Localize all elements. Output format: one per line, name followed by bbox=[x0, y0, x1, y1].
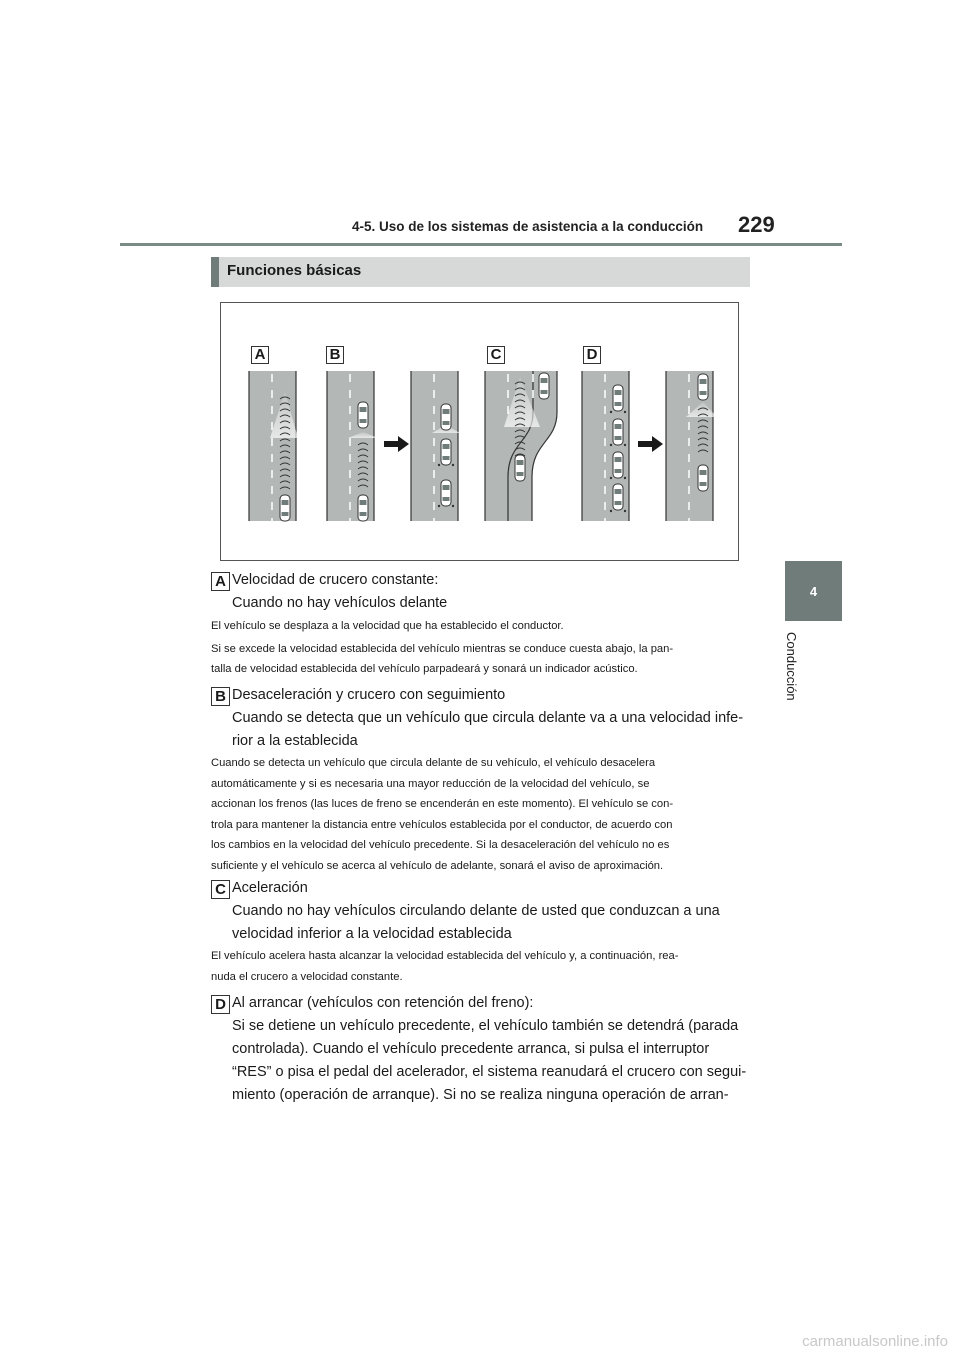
chapter-title bbox=[780, 630, 800, 710]
figure-label-c: C bbox=[487, 346, 505, 364]
watermark: carmanualsonline.info bbox=[802, 1333, 948, 1350]
figure-label-d: D bbox=[583, 346, 601, 364]
section-accent bbox=[211, 257, 219, 287]
item-b-marker: B bbox=[211, 687, 230, 706]
header-rule bbox=[120, 243, 842, 246]
body-line: Si se excede la velocidad establecida del vehículo mientras se conduce cuesta abajo, la pan- bbox=[211, 642, 674, 655]
arrow-b bbox=[384, 436, 409, 452]
item-a-marker: A bbox=[211, 572, 230, 591]
item-a-heading bbox=[232, 569, 747, 615]
section-bar bbox=[211, 257, 750, 287]
item-a-heading-line: Cuando no hay vehículos delante bbox=[232, 595, 448, 611]
body-line: automáticamente y si es necesaria una mayor reducción de la velocidad del vehículo, se bbox=[211, 777, 650, 790]
item-c-body bbox=[211, 946, 749, 987]
item-b-body bbox=[211, 753, 749, 876]
item-d-heading-line: controlada). Cuando el vehículo precedente arranca, si pulsa el interruptor bbox=[232, 1041, 710, 1057]
body-line: los cambios en la velocidad del vehículo precedente. Si la desaceleración del vehículo no es bbox=[211, 839, 670, 851]
item-d-marker: D bbox=[211, 995, 230, 1014]
road-b2 bbox=[411, 371, 460, 521]
item-b-heading-line: Desaceleración y crucero con seguimiento bbox=[232, 687, 506, 703]
item-c-heading-line: velocidad inferior a la velocidad establecida bbox=[232, 926, 512, 942]
item-d-heading-line: miento (operación de arranque). Si no se realiza ninguna operación de arran- bbox=[232, 1087, 729, 1103]
page-number: 229 bbox=[738, 212, 775, 237]
body-line: accionan los frenos (las luces de freno se encenderán en este momento). El vehículo se con- bbox=[211, 798, 674, 810]
item-d-heading-line: “RES” o pisa el pedal del acelerador, el sistema reanudará el crucero con segui- bbox=[232, 1064, 747, 1080]
body-line: El vehículo se desplaza a la velocidad que ha establecido el conductor. bbox=[211, 620, 564, 632]
figure-frame bbox=[220, 302, 739, 561]
item-c-heading bbox=[232, 877, 747, 946]
item-d-heading-line: Si se detiene un vehículo precedente, el vehículo también se detendrá (parada bbox=[232, 1018, 739, 1034]
section-title: Funciones básicas bbox=[227, 262, 362, 279]
item-b-heading bbox=[232, 684, 747, 753]
running-header: 4-5. Uso de los sistemas de asistencia a la conducción bbox=[352, 219, 704, 234]
item-a-heading-line: Velocidad de crucero constante: bbox=[232, 572, 439, 588]
road-d1 bbox=[582, 371, 629, 521]
item-c-marker: C bbox=[211, 880, 230, 899]
chapter-title-text: Conducción bbox=[784, 632, 799, 701]
chapter-tab bbox=[785, 561, 842, 621]
arrow-d bbox=[638, 436, 663, 452]
item-b-heading-line: rior a la establecida bbox=[232, 733, 358, 749]
figure-label-a: A bbox=[251, 346, 269, 364]
item-a-body bbox=[211, 616, 749, 680]
road-d2 bbox=[666, 371, 717, 521]
item-b-heading-line: Cuando se detecta que un vehículo que circula delante va a una velocidad infe- bbox=[232, 710, 744, 726]
item-c-heading-line: Cuando no hay vehículos circulando delante de usted que conduzcan a una bbox=[232, 903, 720, 919]
body-line: suficiente y el vehículo se acerca al vehículo de adelante, sonará el aviso de aproximación. bbox=[211, 859, 664, 872]
road-a bbox=[249, 371, 298, 521]
cruise-diagram bbox=[220, 302, 739, 561]
figure-label-b: B bbox=[326, 346, 344, 364]
body-line: El vehículo acelera hasta alcanzar la velocidad establecida del vehículo y, a continuación, rea- bbox=[211, 950, 679, 962]
item-d-heading bbox=[232, 992, 747, 1107]
item-d-heading-line: Al arrancar (vehículos con retención del freno): bbox=[232, 995, 534, 1011]
body-line: nuda el crucero a velocidad constante. bbox=[211, 970, 403, 983]
road-b1 bbox=[327, 371, 378, 521]
road-c bbox=[485, 371, 557, 521]
body-line: Cuando se detecta un vehículo que circula delante de su vehículo, el vehículo desacelera bbox=[211, 757, 656, 769]
item-c-heading-line: Aceleración bbox=[232, 880, 308, 896]
body-line: trola para mantener la distancia entre vehículos establecida por el conductor, de acuerdo con bbox=[211, 818, 673, 831]
body-line: talla de velocidad establecida del vehículo parpadeará y sonará un indicador acústico. bbox=[211, 663, 638, 675]
chapter-number: 4 bbox=[809, 583, 818, 599]
